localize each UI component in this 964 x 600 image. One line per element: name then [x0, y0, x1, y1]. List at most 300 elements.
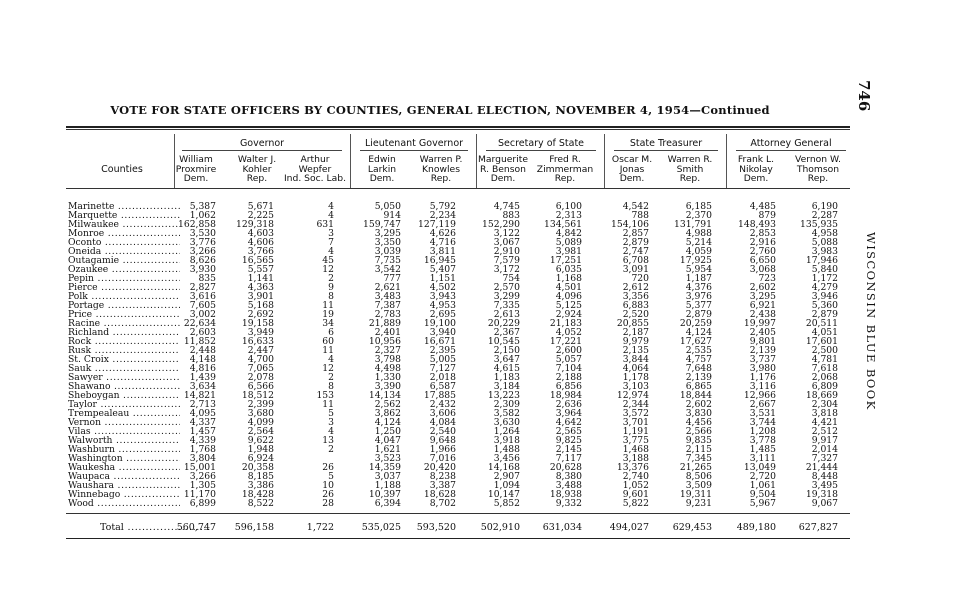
vote-count: 3 [328, 417, 334, 428]
vote-count: 21,265 [679, 462, 712, 473]
vote-count: 21,444 [805, 462, 838, 473]
vote-count: 3,067 [493, 237, 520, 248]
vote-count: 2,857 [622, 228, 649, 239]
vote-count: 2,540 [429, 426, 456, 437]
vote-count: 3,930 [189, 264, 216, 275]
vote-count: 3,572 [622, 408, 649, 419]
group-header: Governor [239, 138, 285, 149]
vote-count: 3,798 [374, 354, 401, 365]
vote-count: 5,967 [749, 498, 776, 509]
vote-count: 2,853 [749, 228, 776, 239]
vote-count: 627,827 [798, 522, 838, 533]
vote-count: 3,039 [374, 246, 401, 257]
vote-count: 2,910 [493, 246, 520, 257]
vote-count: 7,327 [811, 453, 838, 464]
vote-count: 1,305 [189, 480, 216, 491]
vote-count: 129,318 [236, 219, 274, 230]
candidate-name: Zimmerman [536, 163, 594, 175]
vote-count: 1,457 [189, 426, 216, 437]
vote-count: 7,335 [493, 300, 520, 311]
candidate-party: Dem. [183, 173, 209, 184]
page-number: 746 [855, 80, 873, 112]
candidate-name: Proxmire [175, 163, 217, 175]
vote-count: 2,234 [429, 210, 456, 221]
vote-count: 3,299 [493, 291, 520, 302]
candidate-name: R. Benson [480, 163, 526, 175]
vote-count: 1,966 [429, 444, 456, 455]
vote-count: 3,983 [811, 246, 838, 257]
vote-count: 8,522 [247, 498, 274, 509]
vote-count: 8,185 [247, 471, 274, 482]
vote-count: 1,488 [493, 444, 520, 455]
vote-count: 19,158 [241, 318, 274, 329]
vote-count: 17,627 [679, 336, 712, 347]
vote-count: 5,168 [247, 300, 274, 311]
vote-count: 5,407 [429, 264, 456, 275]
vote-count: 6,809 [811, 381, 838, 392]
vote-count: 4,052 [555, 327, 582, 338]
vote-count: 6,185 [685, 201, 712, 212]
vote-count: 1,330 [374, 372, 401, 383]
county-name: Sheboygan ..... [68, 391, 180, 400]
vote-count: 4,363 [247, 282, 274, 293]
vote-count: 8,238 [429, 471, 456, 482]
vote-count: 4 [328, 354, 334, 365]
county-name: Washington ..... [68, 454, 180, 463]
vote-count: 4,339 [189, 435, 216, 446]
vote-count: 2,367 [493, 327, 520, 338]
vote-count: 1,187 [685, 273, 712, 284]
vote-count: 3,616 [189, 291, 216, 302]
vote-count: 11 [322, 345, 334, 356]
vote-count: 4,084 [429, 417, 456, 428]
candidate-header [527, 155, 603, 184]
vote-count: 3,530 [189, 228, 216, 239]
vote-count: 3,844 [622, 354, 649, 365]
vote-count: 1,485 [749, 444, 776, 455]
vote-count: 4,124 [374, 417, 401, 428]
vote-count: 2 [328, 444, 334, 455]
vote-count: 502,910 [480, 522, 520, 533]
vote-count: 4,745 [493, 201, 520, 212]
vote-count: 11 [322, 300, 334, 311]
vote-count: 2,603 [189, 327, 216, 338]
vote-count: 7,127 [429, 363, 456, 374]
vote-count: 17,925 [679, 255, 712, 266]
county-name: Trempealeau ..... [68, 409, 180, 418]
vote-count: 4,047 [374, 435, 401, 446]
vote-count: 4,421 [811, 417, 838, 428]
vote-count: 8,702 [429, 498, 456, 509]
vote-count: 2,500 [811, 345, 838, 356]
vote-count: 6,566 [247, 381, 274, 392]
vote-count: 5,671 [247, 201, 274, 212]
vote-count: 3,356 [622, 291, 649, 302]
vote-count: 9,332 [555, 498, 582, 509]
vote-count: 7,648 [685, 363, 712, 374]
vote-count: 4,958 [811, 228, 838, 239]
vote-count: 3,949 [247, 327, 274, 338]
candidate-name: Jonas [619, 163, 645, 175]
group-header: Secretary of State [497, 138, 585, 149]
vote-count: 5,057 [555, 354, 582, 365]
vote-count: 6,921 [749, 300, 776, 311]
vote-count: 6 [328, 327, 334, 338]
vote-count: 4,099 [247, 417, 274, 428]
vote-count: 3,456 [493, 453, 520, 464]
candidate-name: Kohler [242, 163, 272, 175]
county-name: Price ..... [68, 310, 180, 319]
vote-count: 10,397 [368, 489, 401, 500]
vote-count: 1,264 [493, 426, 520, 437]
vote-count: 1,168 [555, 273, 582, 284]
vote-count: 631,034 [542, 522, 582, 533]
vote-count: 34 [322, 318, 334, 329]
vote-count: 26 [322, 489, 334, 500]
vote-count: 4,603 [247, 228, 274, 239]
candidate-name: Nikolay [739, 163, 773, 175]
vote-count: 3,509 [685, 480, 712, 491]
county-name: Oconto ..... [68, 238, 180, 247]
group-underline [182, 150, 342, 151]
vote-count: 2,448 [189, 345, 216, 356]
vote-count: 2,304 [811, 399, 838, 410]
vote-count: 148,493 [738, 219, 776, 230]
vote-count: 3,386 [247, 480, 274, 491]
candidate-party: Dem. [743, 173, 769, 184]
vote-count: 134,561 [544, 219, 582, 230]
vote-count: 8 [328, 381, 334, 392]
vote-count: 19 [322, 309, 334, 320]
vote-count: 3,964 [555, 408, 582, 419]
vote-count: 18,984 [549, 390, 582, 401]
county-name: Rock ..... [68, 337, 180, 346]
vote-count: 2,432 [429, 399, 456, 410]
vote-count: 20,511 [805, 318, 838, 329]
vote-count: 9,067 [811, 498, 838, 509]
vote-count: 596,158 [234, 522, 274, 533]
vote-count: 9,801 [749, 336, 776, 347]
candidate-name: William [179, 154, 213, 165]
vote-count: 127,119 [418, 219, 456, 230]
candidate-name: Frank L. [737, 154, 775, 165]
vote-count: 629,453 [672, 522, 712, 533]
vote-count: 2,565 [555, 426, 582, 437]
vote-count: 3,091 [622, 264, 649, 275]
county-name: Portage ..... [68, 301, 180, 310]
vote-count: 6,587 [429, 381, 456, 392]
vote-count: 1,768 [189, 444, 216, 455]
vote-count: 3,744 [749, 417, 776, 428]
vote-count: 5,840 [811, 264, 838, 275]
vote-count: 835 [198, 273, 216, 284]
vote-count: 13,049 [743, 462, 776, 473]
vote-count: 2,612 [622, 282, 649, 293]
vote-count: 2,747 [622, 246, 649, 257]
vote-count: 4,059 [685, 246, 712, 257]
vote-count: 19,311 [679, 489, 712, 500]
vote-count: 2,401 [374, 327, 401, 338]
vote-count: 2,740 [622, 471, 649, 482]
vote-count: 5,792 [429, 201, 456, 212]
running-head: WISCONSIN BLUE BOOK [864, 232, 878, 411]
vote-count: 2,018 [429, 372, 456, 383]
vote-count: 5,360 [811, 300, 838, 311]
top-rule-thin [66, 129, 850, 130]
vote-count: 7,117 [555, 453, 582, 464]
vote-count: 13,223 [487, 390, 520, 401]
county-name: Vilas ..... [68, 427, 180, 436]
vote-count: 18,938 [549, 489, 582, 500]
vote-count: 9,231 [685, 498, 712, 509]
vote-count: 2,344 [622, 399, 649, 410]
county-name: Shawano ..... [68, 382, 180, 391]
vote-count: 12 [322, 264, 334, 275]
vote-count: 6,708 [622, 255, 649, 266]
vote-count: 5,387 [189, 201, 216, 212]
vote-count: 6,865 [685, 381, 712, 392]
county-name: Pepin ..... [68, 274, 180, 283]
candidate-party: Rep. [430, 173, 452, 184]
vote-count: 3,266 [189, 246, 216, 257]
vote-count: 5,954 [685, 264, 712, 275]
vote-count: 4,096 [555, 291, 582, 302]
vote-count: 2,078 [247, 372, 274, 383]
vote-count: 17,221 [549, 336, 582, 347]
county-name: Wood ..... [68, 499, 180, 508]
vote-count: 135,935 [800, 219, 838, 230]
county-name: Washburn ..... [68, 445, 180, 454]
candidate-name: Warren R. [667, 154, 713, 165]
vote-count: 17,251 [549, 255, 582, 266]
vote-count: 9,979 [622, 336, 649, 347]
vote-count: 10 [322, 480, 334, 491]
candidate-header [780, 155, 856, 184]
vote-count: 19,997 [743, 318, 776, 329]
vote-count: 2,512 [811, 426, 838, 437]
vote-count: 4,842 [555, 228, 582, 239]
vote-count: 3,037 [374, 471, 401, 482]
vote-count: 631 [316, 219, 334, 230]
vote-count: 4,606 [247, 237, 274, 248]
vote-count: 4,485 [749, 201, 776, 212]
vote-count: 1,621 [374, 444, 401, 455]
candidate-name: Wepfer [298, 163, 332, 175]
vote-count: 2,139 [685, 372, 712, 383]
group-underline [614, 150, 718, 151]
vote-count: 2,613 [493, 309, 520, 320]
vote-count: 6,856 [555, 381, 582, 392]
county-name: Richland ..... [68, 328, 180, 337]
candidate-party: Ind. Soc. Lab. [283, 173, 347, 184]
vote-count: 2,313 [555, 210, 582, 221]
vote-count: 2,636 [555, 399, 582, 410]
vote-count: 3,390 [374, 381, 401, 392]
table-row [0, 499, 964, 508]
vote-count: 1,172 [811, 273, 838, 284]
vote-count: 2,139 [749, 345, 776, 356]
vote-count: 2,566 [685, 426, 712, 437]
vote-count: 3,531 [749, 408, 776, 419]
vote-count: 3,523 [374, 453, 401, 464]
county-name: Marinette ..... [68, 202, 180, 211]
vote-count: 4,781 [811, 354, 838, 365]
vote-count: 4,337 [189, 417, 216, 428]
vote-count: 2,405 [749, 327, 776, 338]
vote-count: 3,387 [429, 480, 456, 491]
vote-count: 4 [328, 426, 334, 437]
group-underline [360, 150, 468, 151]
vote-count: 2,879 [811, 309, 838, 320]
county-name: St. Croix ..... [68, 355, 180, 364]
vote-count: 3,778 [749, 435, 776, 446]
vote-count: 4,615 [493, 363, 520, 374]
vote-count: 494,027 [609, 522, 649, 533]
vote-count: 4,757 [685, 354, 712, 365]
group-underline [736, 150, 846, 151]
vote-count: 20,358 [241, 462, 274, 473]
vote-count: 7,735 [374, 255, 401, 266]
counties-header: Counties [101, 164, 143, 175]
candidate-name: Warren P. [419, 154, 463, 165]
vote-count: 14,359 [368, 462, 401, 473]
vote-count: 2,014 [811, 444, 838, 455]
vote-count: 6,100 [555, 201, 582, 212]
vote-count: 6,035 [555, 264, 582, 275]
vote-count: 2,395 [429, 345, 456, 356]
county-name: Pierce ..... [68, 283, 180, 292]
vote-count: 18,512 [241, 390, 274, 401]
vote-count: 5,822 [622, 498, 649, 509]
vote-count: 12,974 [616, 390, 649, 401]
vote-count: 45 [322, 255, 334, 266]
county-name: Monroe ..... [68, 229, 180, 238]
vote-count: 1,178 [622, 372, 649, 383]
candidate-name: Thomson [796, 163, 840, 175]
vote-count: 1,176 [749, 372, 776, 383]
vote-count: 3,804 [189, 453, 216, 464]
vote-count: 489,180 [736, 522, 776, 533]
vote-count: 10,147 [487, 489, 520, 500]
vote-count: 3,830 [685, 408, 712, 419]
county-name: Polk ..... [68, 292, 180, 301]
candidate-name: Fred R. [549, 154, 581, 165]
vote-count: 3,488 [555, 480, 582, 491]
vote-count: 2,695 [429, 309, 456, 320]
vote-count: 17,946 [805, 255, 838, 266]
vote-count: 7,104 [555, 363, 582, 374]
vote-count: 3,172 [493, 264, 520, 275]
vote-count: 4,124 [685, 327, 712, 338]
vote-count: 7,065 [247, 363, 274, 374]
vote-count: 10,956 [368, 336, 401, 347]
vote-count: 3,582 [493, 408, 520, 419]
vote-count: 12 [322, 363, 334, 374]
vote-count: 2,225 [247, 210, 274, 221]
top-rule-thick [66, 126, 850, 128]
vote-count: 19,100 [423, 318, 456, 329]
vote-count: 2,150 [493, 345, 520, 356]
vote-count: 3,111 [749, 453, 776, 464]
vote-count: 14,168 [487, 462, 520, 473]
total-rule [66, 513, 850, 514]
county-name: Rusk ..... [68, 346, 180, 355]
vote-count: 3,818 [811, 408, 838, 419]
county-name: Waushara ..... [68, 481, 180, 490]
vote-count: 2,924 [555, 309, 582, 320]
county-name: Oneida ..... [68, 247, 180, 256]
vote-count: 17,601 [805, 336, 838, 347]
vote-count: 914 [383, 210, 401, 221]
vote-count: 3,862 [374, 408, 401, 419]
candidate-name: Larkin [367, 163, 397, 175]
vote-count: 788 [631, 210, 649, 221]
vote-count: 2,327 [374, 345, 401, 356]
vote-count: 3,266 [189, 471, 216, 482]
vote-count: 883 [502, 210, 520, 221]
vote-count: 1,188 [374, 480, 401, 491]
vote-count: 8,506 [685, 471, 712, 482]
vote-count: 16,565 [241, 255, 274, 266]
vote-count: 2,309 [493, 399, 520, 410]
vote-count: 6,190 [811, 201, 838, 212]
vote-count: 3,737 [749, 354, 776, 365]
vote-count: 2 [328, 273, 334, 284]
candidate-name: Marguerite [477, 154, 529, 165]
vote-count: 723 [758, 273, 776, 284]
group-underline [486, 150, 596, 151]
county-name: Marquette ..... [68, 211, 180, 220]
vote-count: 5,050 [374, 201, 401, 212]
vote-count: 6,924 [247, 453, 274, 464]
candidate-party: Rep. [554, 173, 576, 184]
vote-count: 754 [502, 273, 520, 284]
vote-count: 2,115 [685, 444, 712, 455]
vote-count: 4 [328, 210, 334, 221]
vote-count: 3,350 [374, 237, 401, 248]
vote-count: 7,016 [429, 453, 456, 464]
vote-count: 2,399 [247, 399, 274, 410]
header-rule [66, 188, 850, 189]
vote-count: 8,380 [555, 471, 582, 482]
vote-count: 1,052 [622, 480, 649, 491]
vote-count: 2,879 [685, 309, 712, 320]
county-name: Ozaukee ..... [68, 265, 180, 274]
vote-count: 3,976 [685, 291, 712, 302]
group-header: Lieutenant Governor [364, 138, 464, 149]
vote-count: 3 [328, 228, 334, 239]
vote-count: 777 [383, 273, 401, 284]
vote-count: 5,125 [555, 300, 582, 311]
vote-count: 162,858 [178, 219, 216, 230]
vote-count: 560,747 [176, 522, 216, 533]
candidate-party: Dem. [369, 173, 395, 184]
vote-count: 12,966 [743, 390, 776, 401]
vote-count: 4,279 [811, 282, 838, 293]
vote-count: 4,095 [189, 408, 216, 419]
vote-count: 5 [328, 408, 334, 419]
vote-count: 1,061 [749, 480, 776, 491]
vote-count: 3,776 [189, 237, 216, 248]
vote-count: 3,943 [429, 291, 456, 302]
vote-count: 2,879 [622, 237, 649, 248]
county-name: Outagamie ..... [68, 256, 180, 265]
vote-count: 26 [322, 462, 334, 473]
vote-count: 2,145 [555, 444, 582, 455]
vote-count: 1,250 [374, 426, 401, 437]
vote-count: 11 [322, 399, 334, 410]
vote-count: 2,562 [374, 399, 401, 410]
